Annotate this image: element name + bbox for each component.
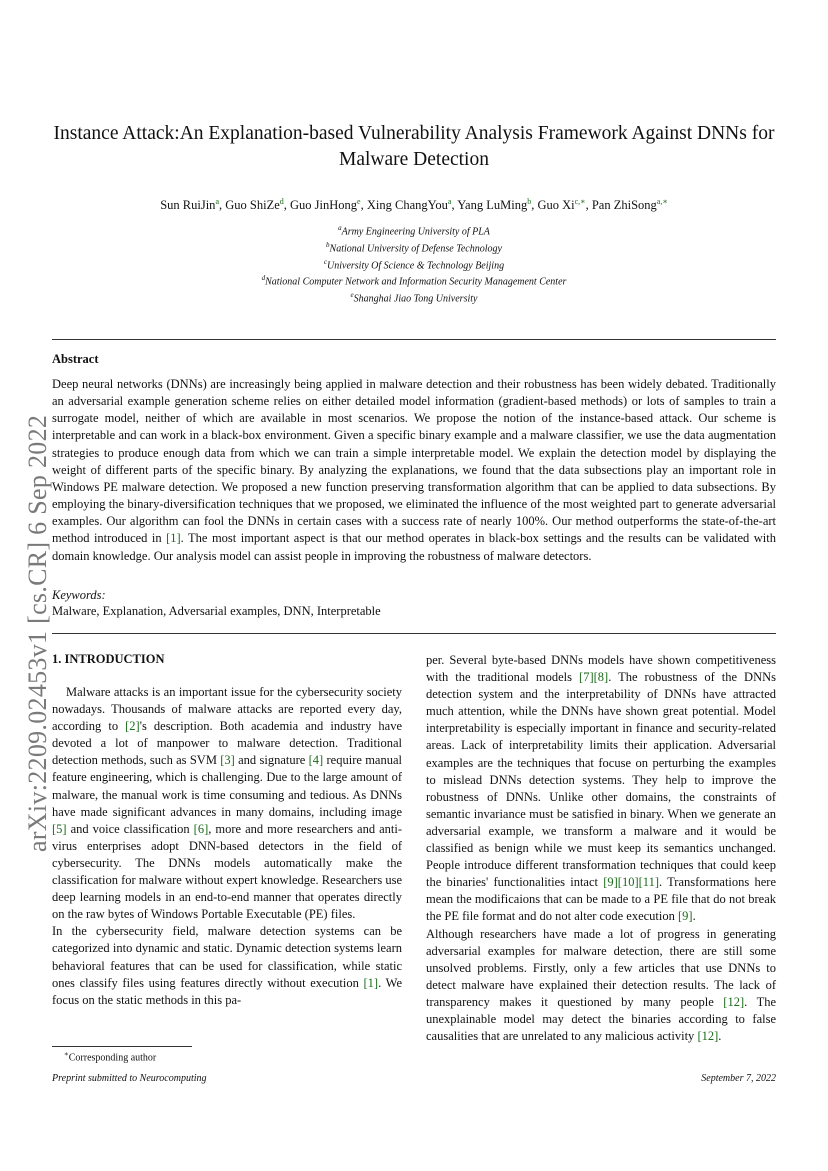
- body-text: In the cybersecurity field, malware detection systems can be categorized into dynamic and static. Dynamic detection systems learn behavioral features that can be used for classification, while static ones classify files using features directly without execution: [52, 924, 402, 990]
- author-name: Pan ZhiSong: [591, 198, 657, 213]
- author-affiliation-mark[interactable]: a,∗: [656, 197, 668, 206]
- body-text: Although researchers have made a lot of progress in generating adversarial examples for malware detection, there are still some unsolved problems. Firstly, only a few articles that use DNNs to detect malware have explained their detection results. The lack of transparency makes it questioned by many people: [426, 926, 776, 1009]
- body-text: 's description. Both academia and industry have devoted a lot of manpower to malware detection. Traditional detection methods, such as SVM: [52, 719, 402, 768]
- paragraph: [52, 923, 402, 1008]
- affiliation-line: [52, 289, 776, 306]
- footnote-mark: ∗: [64, 1050, 69, 1058]
- author-affiliation-mark[interactable]: c,∗: [574, 197, 586, 206]
- citation-link[interactable]: [7][8]: [579, 670, 609, 685]
- arxiv-side-stamp: [22, 372, 54, 852]
- citation-link[interactable]: [9]: [678, 909, 693, 924]
- affiliation-list: [52, 222, 776, 306]
- affiliation-line: [52, 256, 776, 273]
- footer-journal: Preprint submitted to Neurocomputing: [52, 1073, 207, 1084]
- body-text: per. Several byte-based DNNs models have shown competitiveness with the traditional models: [426, 653, 776, 685]
- body-text: , more and more researchers and anti-virus enterprises adopt DNN-based detectors in the field of cybersecurity. The DNNs models automatically make the classification for malware without expert knowledge. Researchers use deep learning models in an end-to-end manner that operates directly on the raw bytes of Windows Portable Executable (PE) files.: [52, 821, 402, 922]
- abstract-body: [52, 376, 776, 565]
- author-name: Sun RuiJin: [160, 198, 216, 213]
- author-affiliation-mark[interactable]: b: [527, 197, 532, 206]
- abstract-text-part: Deep neural networks (DNNs) are increasingly being applied in malware detection and their robustness has been widely debated. Traditionally an adversarial example generation scheme relies on either detailed model information (gradient-based methods) or lots of samples to train a surrogate model, neither of which are available in most scenarios. We propose the notion of the instance-based attack. Our scheme is interpretable and can work in a black-box environment. Given a specific binary example and a malware classifier, we use the data augmentation strategies to produce enough data from which we can train a simple interpretable model. We explain the detection model by displaying the weight of different parts of the specific binary. By analyzing the explanations, we found that the data subsections play an important role in Windows PE malware detection. We proposed a new function preserving transformation algorithm that can be applied to data subsections. By employing the binary-diversification techniques that we proposed, we eliminated the influence of the most weighted part to generate adversarial examples. Our algorithm can fool the DNNs in certain cases with a success rate of nearly 100%. Our method outperforms the state-of-the-art method introduced in: [52, 377, 776, 546]
- abstract-text-part: . The most important aspect is that our method operates in black-box settings and the results can be validated with domain knowledge. Our analysis model can assist people in improving the robustness of malware detectors.: [52, 531, 776, 563]
- affiliation-mark: b: [326, 240, 330, 249]
- author-name: Yang LuMing: [457, 198, 528, 213]
- author-affiliation-mark[interactable]: a: [447, 197, 452, 206]
- affiliation-text: University Of Science & Technology Beijing: [327, 259, 505, 271]
- body-text: . The robustness of the DNNs detection system and the interpretability of DNNs have attracted much attention, while the DNNs have shown great potential. Model interpretability is especially important in finance and security-related areas. Lack of interpretability limits their application. Adversarial examples are the techniques that focuse on perturbing the examples to mislead DNNs detection systems. They help to improve the robustness of DNNs. Unlike other domains, the constraints of semantic invariance must be satisfied in binary. When we generate an adversarial example, we transform a malware and it would be classified as benign while we must keep its semantics unchanged. People introduce different transformation techniques that could keep the binaries' functionalities intact: [426, 670, 776, 890]
- paragraph: [426, 926, 776, 1046]
- keywords-list: Malware, Explanation, Adversarial examples, DNN, Interpretable: [52, 604, 381, 618]
- footnote-text: Corresponding author: [68, 1052, 157, 1064]
- author-name: Guo JinHong: [290, 198, 358, 213]
- affiliation-line: [52, 239, 776, 256]
- arxiv-stamp-text: arXiv:2209.02453v1 [cs.CR] 6 Sep 2022: [23, 414, 52, 852]
- paragraph: [52, 684, 402, 923]
- affiliation-text: National University of Defense Technology: [329, 243, 502, 255]
- affiliation-mark: a: [338, 224, 342, 232]
- author-list: Sun RuiJin$^a$, Guo ShiZe$^d$, Guo JinHong$^e$, Xing ChangYou$^a$, Yang LuMing$^b$, Guo $Xi^{c,∗}$, Pan ZhiSong$^{a,∗}$: [160, 197, 668, 213]
- body-text: and voice classification: [66, 821, 194, 836]
- citation-link[interactable]: [6]: [193, 821, 209, 836]
- paragraph: [426, 652, 776, 926]
- affiliation-text: National Computer Network and Information Security Management Center: [265, 276, 567, 288]
- left-column: [52, 684, 402, 1009]
- body-text: Malware attacks is an important issue for the cybersecurity society nowadays. Thousands of malware attacks are reported every day, according to: [52, 685, 402, 734]
- author-affiliation-mark[interactable]: d: [279, 197, 284, 206]
- citation-link[interactable]: [12]: [697, 1029, 719, 1044]
- body-text: and signature: [234, 753, 309, 768]
- body-text: . Transformations here mean the modificaions that can be made to a PE file that do not break the PE file format and do not alter code execution: [426, 875, 776, 924]
- author-affiliation-mark[interactable]: e: [357, 197, 361, 206]
- citation-link[interactable]: [12]: [723, 994, 745, 1009]
- citation-link[interactable]: [3]: [220, 753, 235, 768]
- body-text: . The unexplainable model may detect the binaries according to false causalities that are unrelated to any malicious activity: [426, 994, 777, 1044]
- body-text: require manual feature engineering, which is challenging. Due to the large amount of malware, the manual work is time consuming and tedious. As DNNs have made significant advances in many domains, including image: [52, 753, 403, 819]
- abstract-bottom-rule: [52, 633, 776, 634]
- footer-date: September 7, 2022: [701, 1073, 776, 1084]
- footnote-rule: [52, 1046, 192, 1047]
- author-affiliation-mark[interactable]: a: [215, 197, 219, 206]
- body-text: . We focus on the static methods in this pa-: [52, 975, 402, 1007]
- footnote: [64, 1050, 156, 1063]
- right-column: [426, 652, 776, 1045]
- body-text: .: [692, 909, 696, 924]
- citation-link[interactable]: [5]: [52, 821, 67, 836]
- citation-link[interactable]: [2]: [125, 719, 140, 734]
- citation-link[interactable]: [9][10][11]: [603, 875, 659, 890]
- affiliation-text: Army Engineering University of PLA: [341, 226, 490, 238]
- affiliation-mark: c: [323, 257, 327, 266]
- affiliation-line: [52, 222, 776, 239]
- citation-link[interactable]: [1]: [363, 975, 379, 990]
- affiliation-mark: d: [261, 274, 266, 283]
- affiliation-mark: e: [350, 291, 354, 300]
- author-name: Guo Xi: [537, 198, 575, 213]
- abstract-top-rule: [52, 339, 776, 340]
- section-heading: 1. INTRODUCTION: [52, 652, 165, 666]
- citation-link[interactable]: [4]: [308, 753, 324, 768]
- affiliation-text: Shanghai Jiao Tong University: [353, 293, 478, 305]
- author-name: Guo ShiZe: [225, 198, 280, 213]
- body-text: .: [718, 1029, 722, 1044]
- affiliation-line: [52, 272, 776, 289]
- author-name: Xing ChangYou: [366, 198, 448, 213]
- paper-title: Instance Attack:An Explanation-based Vulnerability Analysis Framework Against DNNs for Malware Detection: [53, 123, 775, 170]
- keywords-heading: Keywords:: [52, 588, 106, 602]
- citation-link[interactable]: [1]: [166, 531, 181, 546]
- abstract-heading: Abstract: [52, 352, 99, 366]
